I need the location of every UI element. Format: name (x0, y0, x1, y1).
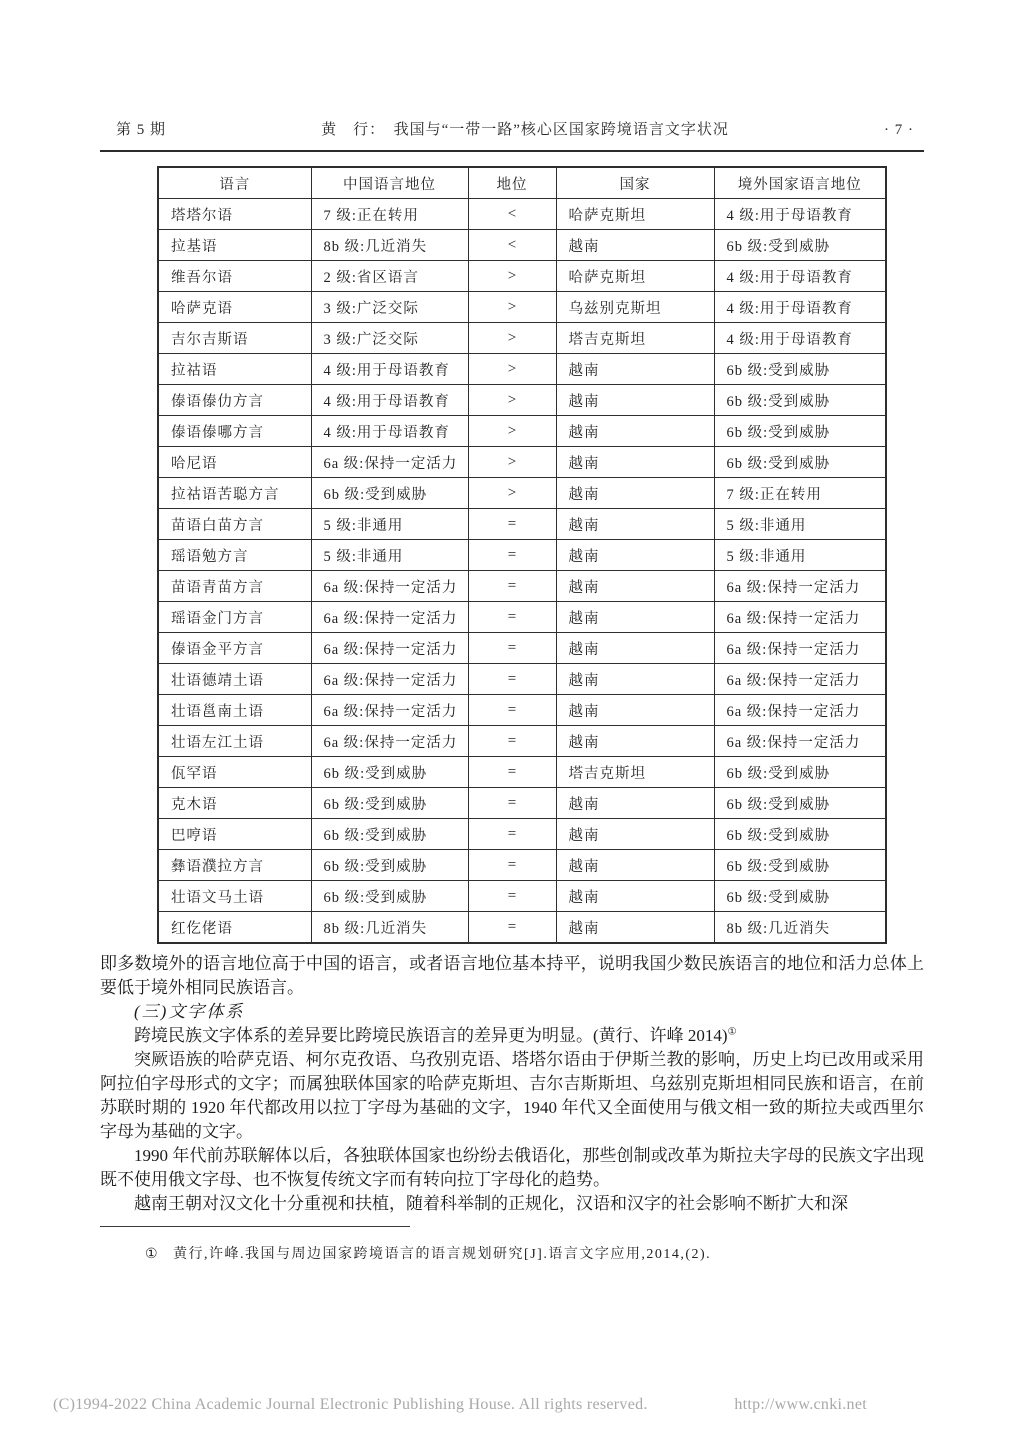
china-status-cell: 6a 级:保持一定活力 (311, 571, 468, 602)
china-status-cell: 4 级:用于母语教育 (311, 385, 468, 416)
relation-cell: = (468, 540, 556, 571)
china-status-cell: 4 级:用于母语教育 (311, 354, 468, 385)
language-cell: 克木语 (158, 788, 311, 819)
relation-cell: < (468, 199, 556, 230)
china-status-cell: 6a 级:保持一定活力 (311, 695, 468, 726)
paragraph: 突厥语族的哈萨克语、柯尔克孜语、乌孜别克语、塔塔尔语由于伊斯兰教的影响，历史上均已改用或采用阿拉伯字母形式的文字；而属独联体国家的哈萨克斯坦、吉尔吉斯斯坦、乌兹别克斯坦相同民族和语言，在前苏联时期的 1920 年代都改用以拉丁字母为基础的文字，1940 年代又全面使用与俄文相一致的斯拉夫或西里尔字母为基础的文字。 (100, 1050, 924, 1141)
table-row (158, 602, 886, 633)
page-header (100, 118, 924, 139)
footnote-rule (100, 1226, 410, 1227)
language-cell: 拉基语 (158, 230, 311, 261)
language-cell: 维吾尔语 (158, 261, 311, 292)
country-cell: 塔吉克斯坦 (556, 757, 714, 788)
foreign-status-cell: 4 级:用于母语教育 (714, 292, 886, 323)
language-cell: 哈萨克语 (158, 292, 311, 323)
language-cell: 佤罕语 (158, 757, 311, 788)
language-cell: 拉祜语苦聪方言 (158, 478, 311, 509)
foreign-status-cell: 6b 级:受到威胁 (714, 757, 886, 788)
paragraph: 越南王朝对汉文化十分重视和扶植，随着科举制的正规化，汉语和汉字的社会影响不断扩大和深 (134, 1194, 848, 1213)
foreign-status-cell: 6b 级:受到威胁 (714, 447, 886, 478)
country-cell: 越南 (556, 354, 714, 385)
relation-cell: > (468, 323, 556, 354)
table-row (158, 819, 886, 850)
china-status-cell: 6b 级:受到威胁 (311, 478, 468, 509)
relation-cell: > (468, 447, 556, 478)
language-cell: 哈尼语 (158, 447, 311, 478)
china-status-cell: 8b 级:几近消失 (311, 230, 468, 261)
column-header: 国家 (556, 167, 714, 199)
china-status-cell: 6a 级:保持一定活力 (311, 447, 468, 478)
country-cell: 越南 (556, 416, 714, 447)
country-cell: 乌兹别克斯坦 (556, 292, 714, 323)
language-cell: 壮语左江土语 (158, 726, 311, 757)
country-cell: 越南 (556, 695, 714, 726)
column-header: 语言 (158, 167, 311, 199)
country-cell: 越南 (556, 571, 714, 602)
china-status-cell: 6a 级:保持一定活力 (311, 726, 468, 757)
language-cell: 红仡佬语 (158, 912, 311, 944)
relation-cell: < (468, 230, 556, 261)
footnote (100, 1243, 924, 1263)
country-cell: 越南 (556, 633, 714, 664)
language-cell: 苗语白苗方言 (158, 509, 311, 540)
table-row (158, 788, 886, 819)
paragraph: 跨境民族文字体系的差异要比跨境民族语言的差异更为明显。(黄行、许峰 2014)① (134, 1026, 737, 1045)
country-cell: 越南 (556, 602, 714, 633)
running-title: 黄 行： 我国与“一带一路”核心区国家跨境语言文字状况 (321, 122, 729, 138)
foreign-status-cell: 6b 级:受到威胁 (714, 230, 886, 261)
relation-cell: > (468, 416, 556, 447)
foreign-status-cell: 4 级:用于母语教育 (714, 261, 886, 292)
relation-cell: = (468, 757, 556, 788)
cnki-url: http://www.cnki.net (734, 1396, 867, 1413)
table-row (158, 292, 886, 323)
section-heading: (三)文字体系 (134, 1002, 245, 1021)
china-status-cell: 6b 级:受到威胁 (311, 881, 468, 912)
table-row (158, 230, 886, 261)
table-row (158, 323, 886, 354)
country-cell: 越南 (556, 850, 714, 881)
table-row (158, 354, 886, 385)
foreign-status-cell: 6a 级:保持一定活力 (714, 664, 886, 695)
foreign-status-cell: 5 级:非通用 (714, 540, 886, 571)
language-cell: 巴哼语 (158, 819, 311, 850)
foreign-status-cell: 6b 级:受到威胁 (714, 881, 886, 912)
table-row (158, 540, 886, 571)
foreign-status-cell: 8b 级:几近消失 (714, 912, 886, 944)
table-row (158, 881, 886, 912)
china-status-cell: 5 级:非通用 (311, 540, 468, 571)
column-header: 境外国家语言地位 (714, 167, 886, 199)
foreign-status-cell: 6b 级:受到威胁 (714, 850, 886, 881)
page-number: · 7 · (884, 122, 914, 138)
language-cell: 壮语邕南土语 (158, 695, 311, 726)
china-status-cell: 7 级:正在转用 (311, 199, 468, 230)
china-status-cell: 6b 级:受到威胁 (311, 757, 468, 788)
foreign-status-cell: 5 级:非通用 (714, 509, 886, 540)
paragraph-continuation: 即多数境外的语言地位高于中国的语言，或者语言地位基本持平，说明我国少数民族语言的地位和活力总体上要低于境外相同民族语言。 (100, 954, 924, 997)
column-header: 中国语言地位 (311, 167, 468, 199)
china-status-cell: 6b 级:受到威胁 (311, 788, 468, 819)
country-cell: 塔吉克斯坦 (556, 323, 714, 354)
china-status-cell: 2 级:省区语言 (311, 261, 468, 292)
table-row (158, 726, 886, 757)
relation-cell: = (468, 664, 556, 695)
china-status-cell: 6a 级:保持一定活力 (311, 602, 468, 633)
country-cell: 越南 (556, 881, 714, 912)
relation-cell: = (468, 819, 556, 850)
country-cell: 哈萨克斯坦 (556, 261, 714, 292)
foreign-status-cell: 6b 级:受到威胁 (714, 788, 886, 819)
language-cell: 瑶语勉方言 (158, 540, 311, 571)
column-header: 地位 (468, 167, 556, 199)
foreign-status-cell: 7 级:正在转用 (714, 478, 886, 509)
relation-cell: = (468, 633, 556, 664)
relation-cell: = (468, 602, 556, 633)
cross-border-language-table (157, 166, 887, 944)
relation-cell: = (468, 726, 556, 757)
country-cell: 越南 (556, 540, 714, 571)
table-row (158, 850, 886, 881)
foreign-status-cell: 4 级:用于母语教育 (714, 323, 886, 354)
language-cell: 拉祜语 (158, 354, 311, 385)
copyright-text: (C)1994-2022 China Academic Journal Electronic Publishing House. All rights reserved. (53, 1396, 648, 1413)
table-row (158, 633, 886, 664)
footnote-ref: ① (727, 1026, 737, 1038)
foreign-status-cell: 6a 级:保持一定活力 (714, 695, 886, 726)
country-cell: 越南 (556, 726, 714, 757)
relation-cell: = (468, 695, 556, 726)
language-cell: 傣语金平方言 (158, 633, 311, 664)
china-status-cell: 6a 级:保持一定活力 (311, 633, 468, 664)
country-cell: 越南 (556, 912, 714, 944)
table-row (158, 199, 886, 230)
china-status-cell: 6a 级:保持一定活力 (311, 664, 468, 695)
language-cell: 瑶语金门方言 (158, 602, 311, 633)
relation-cell: = (468, 912, 556, 944)
language-cell: 傣语傣哪方言 (158, 416, 311, 447)
relation-cell: > (468, 292, 556, 323)
language-cell: 傣语傣仂方言 (158, 385, 311, 416)
foreign-status-cell: 6a 级:保持一定活力 (714, 602, 886, 633)
country-cell: 越南 (556, 385, 714, 416)
country-cell: 越南 (556, 819, 714, 850)
country-cell: 越南 (556, 664, 714, 695)
country-cell: 越南 (556, 230, 714, 261)
china-status-cell: 4 级:用于母语教育 (311, 416, 468, 447)
table-row (158, 912, 886, 944)
language-cell: 壮语文马土语 (158, 881, 311, 912)
foreign-status-cell: 6a 级:保持一定活力 (714, 726, 886, 757)
relation-cell: > (468, 354, 556, 385)
table-row (158, 757, 886, 788)
language-cell: 苗语青苗方言 (158, 571, 311, 602)
china-status-cell: 6b 级:受到威胁 (311, 819, 468, 850)
china-status-cell: 5 级:非通用 (311, 509, 468, 540)
relation-cell: = (468, 881, 556, 912)
body-text (100, 952, 924, 1216)
relation-cell: = (468, 509, 556, 540)
language-cell: 壮语德靖土语 (158, 664, 311, 695)
china-status-cell: 3 级:广泛交际 (311, 323, 468, 354)
table-row (158, 261, 886, 292)
table-row (158, 509, 886, 540)
table-body (158, 199, 886, 944)
china-status-cell: 3 级:广泛交际 (311, 292, 468, 323)
foreign-status-cell: 6b 级:受到威胁 (714, 385, 886, 416)
country-cell: 哈萨克斯坦 (556, 199, 714, 230)
foreign-status-cell: 6a 级:保持一定活力 (714, 633, 886, 664)
table-row (158, 478, 886, 509)
footnote-marker: ① (145, 1247, 160, 1262)
country-cell: 越南 (556, 447, 714, 478)
table-row (158, 385, 886, 416)
foreign-status-cell: 6b 级:受到威胁 (714, 819, 886, 850)
table-row (158, 447, 886, 478)
foreign-status-cell: 4 级:用于母语教育 (714, 199, 886, 230)
table-header-row (158, 167, 886, 199)
country-cell: 越南 (556, 788, 714, 819)
relation-cell: > (468, 478, 556, 509)
china-status-cell: 6b 级:受到威胁 (311, 850, 468, 881)
table-row (158, 416, 886, 447)
language-cell: 塔塔尔语 (158, 199, 311, 230)
language-cell: 吉尔吉斯语 (158, 323, 311, 354)
table-row (158, 695, 886, 726)
china-status-cell: 8b 级:几近消失 (311, 912, 468, 944)
foreign-status-cell: 6b 级:受到威胁 (714, 354, 886, 385)
foreign-status-cell: 6a 级:保持一定活力 (714, 571, 886, 602)
language-cell: 彝语濮拉方言 (158, 850, 311, 881)
relation-cell: > (468, 385, 556, 416)
relation-cell: > (468, 261, 556, 292)
foreign-status-cell: 6b 级:受到威胁 (714, 416, 886, 447)
footnote-text: 黄行,许峰.我国与周边国家跨境语言的语言规划研究[J].语言文字应用,2014,(2). (173, 1247, 712, 1262)
issue-label: 第 5 期 (116, 122, 167, 138)
header-rule (100, 150, 924, 152)
relation-cell: = (468, 788, 556, 819)
country-cell: 越南 (556, 478, 714, 509)
paragraph: 1990 年代前苏联解体以后，各独联体国家也纷纷去俄语化，那些创制或改革为斯拉夫字母的民族文字出现既不使用俄文字母、也不恢复传统文字而有转向拉丁字母化的趋势。 (100, 1146, 924, 1189)
cnki-footer (0, 1396, 1024, 1414)
country-cell: 越南 (556, 509, 714, 540)
relation-cell: = (468, 850, 556, 881)
table-row (158, 664, 886, 695)
relation-cell: = (468, 571, 556, 602)
table-row (158, 571, 886, 602)
